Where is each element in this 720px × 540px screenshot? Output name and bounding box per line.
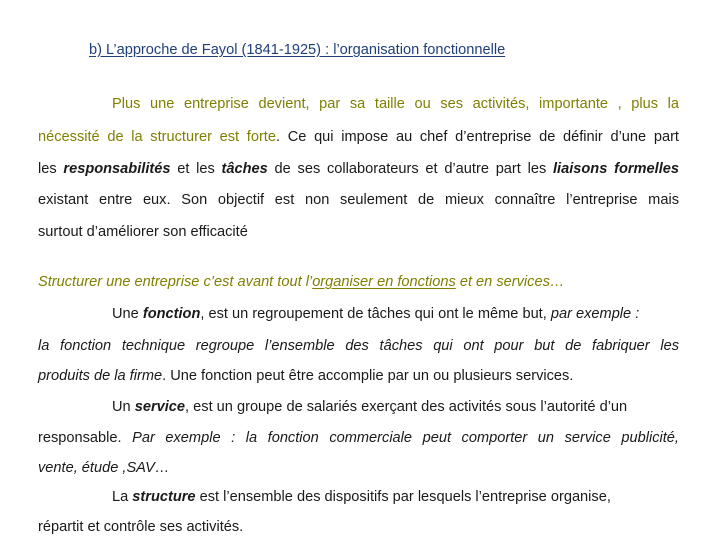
service-example: vente, étude ,SAV…	[38, 460, 170, 476]
intro-text: existant entre eux. Son objectif est non seulement de mieux connaître l’entreprise mais	[38, 192, 679, 208]
service-line-2	[38, 428, 679, 448]
intro-text: les	[38, 161, 64, 177]
service-text: Un	[112, 399, 135, 415]
structurer-underlined: organiser en fonctions	[312, 274, 456, 290]
term-responsabilites: responsabilités	[63, 161, 171, 177]
fonction-text: Une	[112, 306, 143, 322]
structure-line-2	[38, 517, 679, 537]
structure-text: répartit et contrôle ses activités.	[38, 519, 244, 535]
intro-text: surtout d’améliorer son efficacité	[38, 224, 248, 240]
term-taches: tâches	[221, 161, 268, 177]
fonction-text: , est un regroupement de tâches qui ont le même but,	[200, 306, 551, 322]
intro-line-1	[112, 94, 679, 114]
structure-text: La	[112, 489, 133, 505]
term-service: service	[134, 399, 186, 415]
intro-text: . Ce qui impose au chef d’entreprise de définir d’une part	[275, 129, 679, 145]
intro-line-3	[38, 159, 679, 179]
structure-line-1	[112, 487, 679, 507]
structurer-text: Structurer une entreprise c’est avant tout l’	[38, 274, 313, 290]
service-example: Par exemple : la fonction commerciale peut comporter un service publicité,	[132, 430, 679, 446]
intro-highlight: nécessité de la structurer est forte	[38, 129, 276, 145]
intro-text: et les	[170, 161, 222, 177]
structure-text: est l’ensemble des dispositifs par lesquels l’entreprise organise,	[195, 489, 611, 505]
intro-text: Plus une entreprise devient, par sa taille ou ses activités, importante , plus la	[112, 96, 679, 112]
intro-line-4	[38, 190, 679, 210]
service-line-3	[38, 458, 679, 478]
structurer-text: et en services…	[455, 274, 565, 290]
fonction-line-2	[38, 336, 679, 356]
term-liaisons-formelles: liaisons formelles	[553, 161, 679, 177]
intro-line-5	[38, 222, 679, 242]
fonction-text: . Une fonction peut être accomplie par un ou plusieurs services.	[162, 368, 574, 384]
intro-line-2	[38, 127, 679, 147]
service-text: responsable.	[38, 430, 133, 446]
intro-text: de ses collaborateurs et d’autre part les	[267, 161, 553, 177]
fonction-example: produits de la firme	[38, 368, 163, 384]
section-heading: b) L’approche de Fayol (1841-1925) : l’organisation fonctionnelle	[89, 42, 506, 58]
term-fonction: fonction	[142, 306, 201, 322]
structurer-line	[38, 272, 679, 292]
fonction-example: la fonction technique regroupe l’ensemble des tâches qui ont pour but de fabriquer les	[38, 338, 679, 354]
service-line-1	[112, 397, 679, 417]
fonction-example-label: par exemple :	[550, 306, 640, 322]
service-text: , est un groupe de salariés exerçant des activités sous l’autorité d’un	[185, 399, 628, 415]
fonction-line-3	[38, 366, 679, 386]
term-structure: structure	[132, 489, 196, 505]
fonction-line-1	[112, 304, 679, 324]
